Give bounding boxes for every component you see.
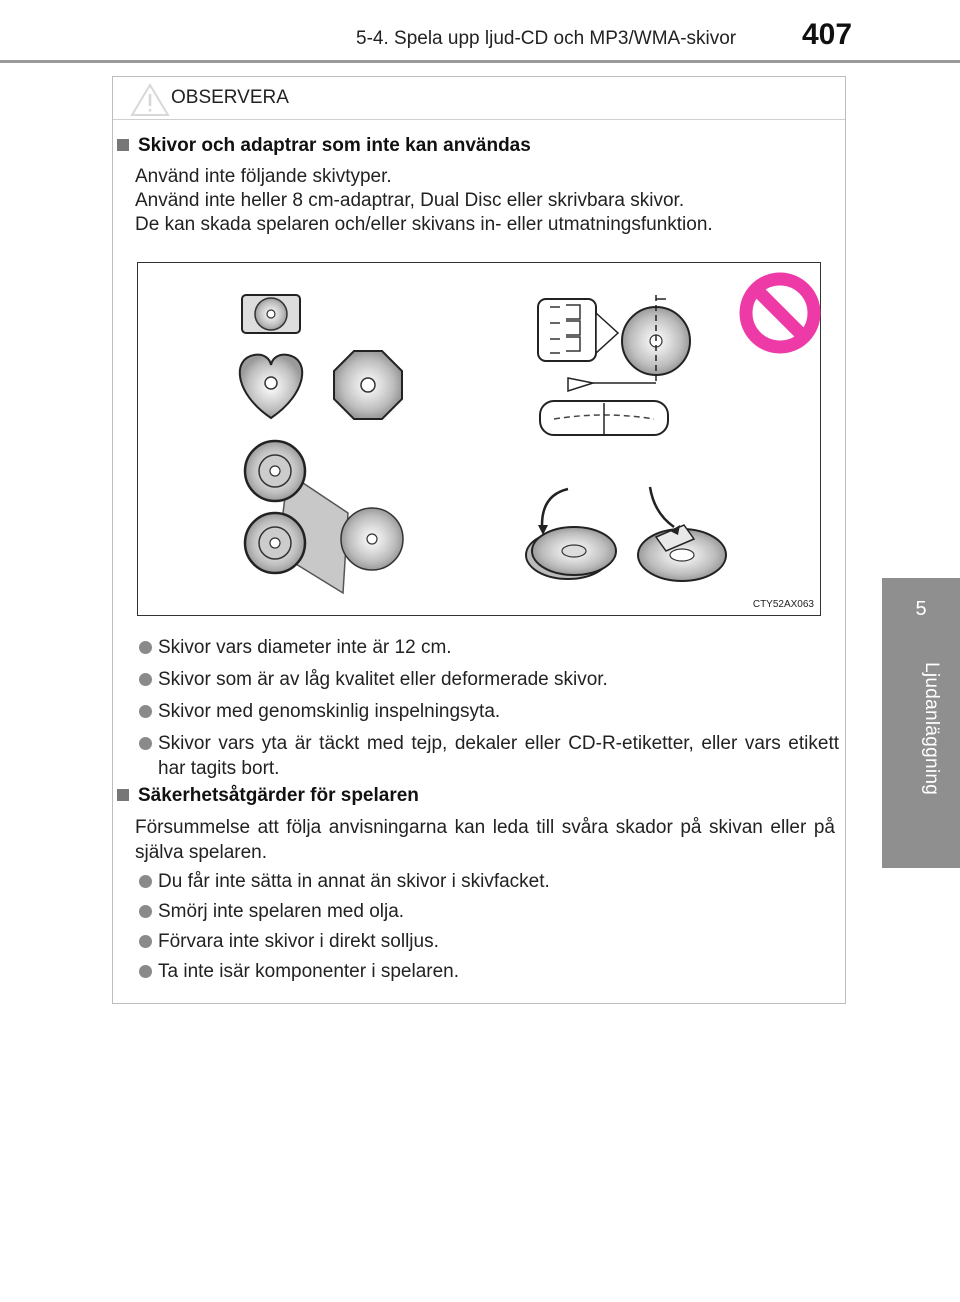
card-shaped-disc-icon [242,295,300,333]
bullet-dot-icon [139,705,152,718]
octagon-shaped-disc-icon [334,351,402,419]
bullet-dot-icon [139,905,152,918]
section-heading-text: Säkerhetsåtgärder för spelaren [138,785,419,806]
bullet-tape-labels: Skivor vars yta är täckt med tejp, dekaler eller CD-R-etiketter, eller vars etikett har tagits bort. [139,731,839,781]
safety-paragraph: Försummelse att följa anvisningarna kan leda till svåra skador på skivan eller på själva spelaren. [135,817,835,863]
notice-header [113,77,845,120]
square-bullet-icon [117,139,129,151]
chapter-number: 5 [915,598,927,620]
taped-disc-icon [638,487,726,581]
bullet-dot-icon [139,935,152,948]
bullet-no-disassembly: Ta inte isär komponenter i spelaren. [139,959,839,984]
bullet-transparent: Skivor med genomskinlig inspelningsyta. [139,699,839,724]
deformed-disc-diagram-icon [538,295,690,435]
page-number: 407 [802,18,853,51]
intro-line-1: Använd inte följande skivtyper. [135,166,392,187]
intro-line-2: Använd inte heller 8 cm-adaptrar, Dual Disc eller skrivbara skivor. [135,190,685,211]
bullet-no-oil: Smörj inte spelaren med olja. [139,899,839,924]
bullet-no-sunlight: Förvara inte skivor i direkt solljus. [139,929,839,954]
chapter-tab[interactable] [882,578,960,868]
bullet-dot-icon [139,875,152,888]
square-bullet-icon [117,789,129,801]
peeling-label-disc-icon [526,489,616,579]
section-heading-player-safety [117,785,419,807]
disc-illustration-art [138,263,822,617]
bullet-diameter: Skivor vars diameter inte är 12 cm. [139,635,839,660]
bullet-dot-icon [139,641,152,654]
adapter-disc-icon [245,441,403,593]
header-title: 5-4. Spela upp ljud-CD och MP3/WMA-skivor [356,28,737,49]
heart-shaped-disc-icon [240,355,302,418]
header-rule [0,60,960,63]
prohibition-sign-icon [746,279,814,347]
figure-code: CTY52AX063 [752,599,814,610]
notice-box [112,76,846,1004]
chapter-label: Ljudanläggning [921,662,942,796]
section-heading-unusable-discs [117,135,531,157]
notice-title: OBSERVERA [171,87,289,108]
bullet-dot-icon [139,737,152,750]
bullet-dot-icon [139,965,152,978]
warning-triangle-icon [130,83,170,117]
disc-illustration [137,262,821,616]
bullet-low-quality: Skivor som är av låg kvalitet eller deformerade skivor. [139,667,839,692]
bullet-only-discs: Du får inte sätta in annat än skivor i skivfacket. [139,869,839,894]
section-heading-text: Skivor och adaptrar som inte kan användas [138,135,531,156]
bullet-dot-icon [139,673,152,686]
intro-line-3: De kan skada spelaren och/eller skivans in- eller utmatningsfunktion. [135,214,713,235]
